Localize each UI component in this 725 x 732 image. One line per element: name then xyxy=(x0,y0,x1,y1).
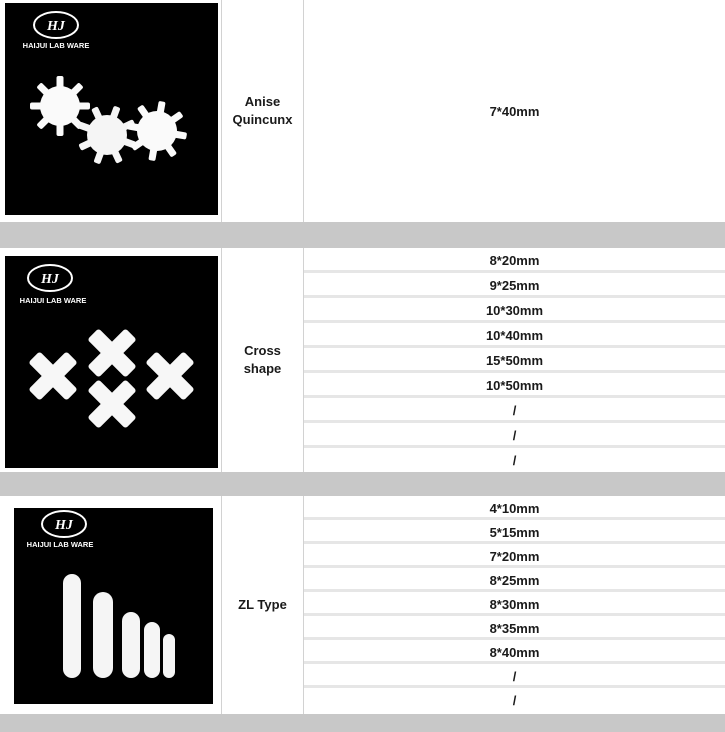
size-value: / xyxy=(512,403,517,418)
section-divider xyxy=(0,222,725,248)
size-row xyxy=(304,664,725,688)
size-value: / xyxy=(512,428,517,443)
size-row xyxy=(304,248,725,273)
logo xyxy=(23,12,90,50)
product-name-cross xyxy=(221,248,304,472)
product-image-anise xyxy=(5,3,218,215)
size-value: 8*40mm xyxy=(489,644,540,660)
size-value: 10*30mm xyxy=(485,303,544,318)
size-list-cross xyxy=(304,248,725,472)
logo-text: HAIJUI LAB WARE xyxy=(22,41,90,50)
section-divider xyxy=(0,472,725,496)
size-value: / xyxy=(512,692,517,708)
product-name-anise xyxy=(221,0,304,222)
size-row xyxy=(304,616,725,640)
size-value: 8*30mm xyxy=(489,596,540,612)
size-row xyxy=(304,520,725,544)
size-value: 7*40mm xyxy=(489,103,540,119)
size-value: 5*15mm xyxy=(489,524,540,540)
size-row xyxy=(304,544,725,568)
size-value: 10*40mm xyxy=(485,328,544,343)
size-list-anise xyxy=(304,0,725,222)
product-image-cross xyxy=(5,256,218,468)
logo-text: HAIJUI LAB WARE xyxy=(19,296,87,305)
size-row xyxy=(304,298,725,323)
cross-shape-stir-bar-icon xyxy=(5,256,218,468)
anise-quincunx-stir-bar-icon xyxy=(5,3,218,215)
size-value: / xyxy=(512,452,517,468)
product-name-label: ZL Type xyxy=(238,597,287,612)
size-row xyxy=(304,398,725,423)
product-name-label: Anise Quincunx xyxy=(232,94,293,127)
size-value: / xyxy=(512,668,517,684)
size-row xyxy=(304,323,725,348)
size-value: 9*25mm xyxy=(489,278,540,293)
size-value: 15*50mm xyxy=(485,353,544,368)
product-section-zl xyxy=(0,496,725,714)
size-row xyxy=(304,348,725,373)
logo-text: HAIJUI LAB WARE xyxy=(26,540,94,549)
size-row xyxy=(304,496,725,520)
product-name-label: Cross shape xyxy=(243,343,282,376)
size-row xyxy=(304,423,725,448)
logo-mark: HJ xyxy=(41,272,59,287)
size-value: 4*10mm xyxy=(489,500,540,516)
size-row xyxy=(304,0,725,222)
logo-mark: HJ xyxy=(47,19,65,34)
product-section-cross xyxy=(0,248,725,472)
size-value: 8*20mm xyxy=(489,253,540,268)
section-divider xyxy=(0,714,725,732)
size-row xyxy=(304,373,725,398)
product-name-zl xyxy=(221,496,304,714)
size-value: 10*50mm xyxy=(485,378,544,393)
size-value: 7*20mm xyxy=(489,548,540,564)
size-row xyxy=(304,448,725,472)
logo-mark: HJ xyxy=(55,518,73,533)
zl-type-stir-bar-icon xyxy=(14,508,213,704)
size-row xyxy=(304,688,725,712)
size-row xyxy=(304,640,725,664)
size-row xyxy=(304,568,725,592)
size-value: 8*35mm xyxy=(489,620,540,636)
size-row xyxy=(304,273,725,298)
size-row xyxy=(304,592,725,616)
size-value: 8*25mm xyxy=(489,572,540,588)
product-section-anise xyxy=(0,0,725,222)
product-image-zl xyxy=(14,508,213,704)
size-list-zl xyxy=(304,496,725,714)
